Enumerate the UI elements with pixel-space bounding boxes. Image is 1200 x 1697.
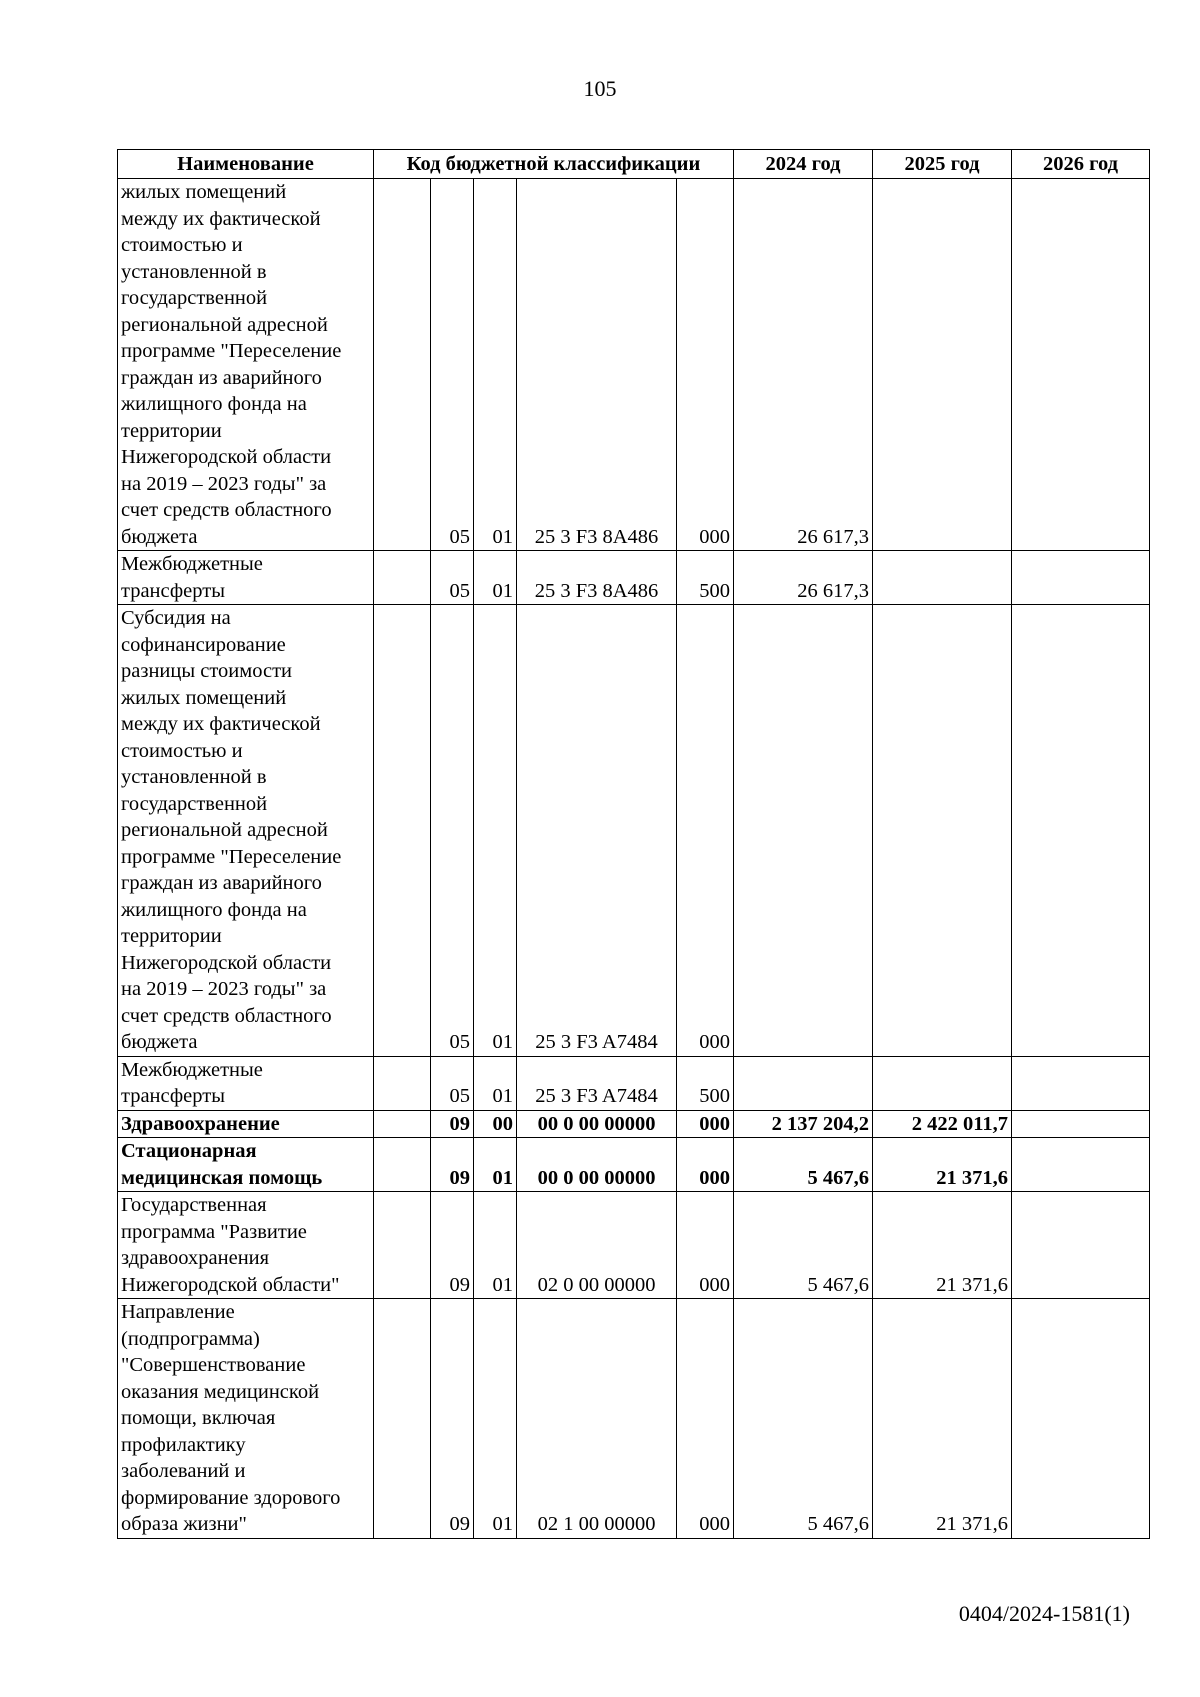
row-name-line: стоимостью и [121,234,243,256]
row-name-line: жилых помещений [121,181,287,203]
row-name-line: трансферты [121,579,225,602]
amount-2026 [1012,1138,1150,1192]
code-part-1 [374,1110,431,1138]
amount-2024 [734,551,873,605]
row-name-line: стоимостью и [121,739,243,762]
amount-2025 [873,1110,1012,1138]
code-target-article-value: 02 0 00 00000 [537,1273,656,1296]
code-part-1 [374,605,431,1057]
code-expense-type [677,1192,734,1299]
amount-2026 [1012,1299,1150,1539]
row-name-line: на 2019 – 2023 годы" за [121,978,327,1000]
amount-2024-value: 5 467,6 [807,1513,869,1535]
code-section [431,551,474,605]
code-expense-type [677,1299,734,1539]
row-name-line: Нижегородской области" [121,1273,340,1296]
code-subsection [474,1299,517,1539]
row-name-line: профилактику [121,1433,246,1456]
row-name-line: счет средств областного [121,1004,332,1027]
table-row [118,1192,1150,1299]
amount-2025 [873,1056,1012,1110]
amount-2024 [734,1299,873,1539]
row-name [118,1138,374,1192]
row-name-line: государственной [121,792,268,815]
header-name: Наименование [118,150,374,179]
row-name-line: "Совершенствование [121,1354,306,1376]
header-2025: 2025 год [873,150,1012,179]
code-expense-type-value: 000 [699,1273,730,1296]
amount-2024 [734,1192,873,1299]
amount-2024-value: 5 467,6 [807,1166,869,1189]
code-section [431,1138,474,1192]
code-section-value: 09 [449,1273,470,1296]
row-name-line: оказания медицинской [121,1380,320,1403]
amount-2026 [1012,179,1150,551]
code-expense-type-value: 500 [699,579,730,602]
table-row [118,605,1150,1057]
row-name-line: счет средств областного [121,499,332,521]
amount-2024 [734,1110,873,1138]
row-name [118,1110,374,1138]
row-name-line: программе "Переселение [121,340,342,362]
code-section-value: 09 [449,1166,470,1189]
code-expense-type-value: 000 [699,1166,730,1189]
code-target-article [517,1299,677,1539]
row-name-line: бюджета [121,1031,198,1053]
code-section-value: 05 [449,579,470,602]
amount-2024-value: 5 467,6 [807,1273,869,1296]
row-name-line: Направление [121,1301,235,1323]
code-expense-type-value: 000 [699,1513,730,1535]
row-name-line: Государственная [121,1194,267,1216]
code-target-article [517,605,677,1057]
row-name-line: территории [121,925,222,947]
table-row [118,1110,1150,1138]
amount-2026 [1012,605,1150,1057]
code-target-article [517,1192,677,1299]
amount-2026 [1012,1192,1150,1299]
amount-2025 [873,551,1012,605]
row-name-line: жилищного фонда на [121,898,307,921]
row-name-line: между их фактической [121,207,321,230]
amount-2024 [734,605,873,1057]
row-name-line: Нижегородской области [121,446,332,468]
amount-2024-value: 26 617,3 [797,525,869,548]
code-subsection-value: 01 [492,1273,513,1296]
code-section-value: 05 [449,525,470,548]
row-name-line: программа "Развитие [121,1220,307,1243]
amount-2024 [734,1056,873,1110]
row-name-line: заболеваний и [121,1460,246,1482]
row-name-line: медицинская помощь [121,1166,323,1189]
code-part-1 [374,179,431,551]
row-name-line: региональной адресной [121,819,328,841]
amount-2025-value: 21 371,6 [936,1273,1008,1296]
code-section [431,1056,474,1110]
row-name [118,1299,374,1539]
code-target-article-value: 25 3 F3 A7484 [535,1031,658,1053]
amount-2025 [873,605,1012,1057]
code-part-1 [374,551,431,605]
code-target-article-value: 00 0 00 00000 [537,1166,656,1189]
row-name-line: граждан из аварийного [121,366,322,389]
code-subsection [474,1056,517,1110]
amount-2026 [1012,1110,1150,1138]
row-name-line: помощи, включая [121,1407,276,1429]
row-name-line: установленной в [121,766,267,788]
amount-2026 [1012,551,1150,605]
amount-2024-value: 26 617,3 [797,579,869,602]
code-expense-type [677,1056,734,1110]
row-name-line: образа жизни" [121,1513,247,1535]
code-target-article-value: 00 0 00 00000 [537,1112,656,1135]
code-part-1 [374,1192,431,1299]
amount-2024 [734,179,873,551]
code-expense-type-value: 500 [699,1085,730,1107]
code-section-value: 09 [449,1513,470,1535]
code-expense-type-value: 000 [699,525,730,548]
table-row [118,1138,1150,1192]
row-name-line: разницы стоимости [121,660,293,682]
code-subsection-value: 01 [492,579,513,602]
table-row [118,551,1150,605]
row-name-line: Межбюджетные [121,1058,263,1081]
code-subsection-value: 01 [492,1085,513,1107]
row-name-line: (подпрограмма) [121,1327,260,1350]
code-expense-type [677,605,734,1057]
row-name-line: жилищного фонда на [121,393,307,415]
amount-2025 [873,179,1012,551]
code-section [431,1110,474,1138]
row-name [118,179,374,551]
code-target-article [517,551,677,605]
amount-2025-value: 21 371,6 [936,1513,1008,1535]
table-row [118,1056,1150,1110]
code-subsection [474,1138,517,1192]
row-name [118,551,374,605]
amount-2025-value: 21 371,6 [936,1166,1008,1189]
row-name-line: программе "Переселение [121,845,342,868]
code-part-1 [374,1138,431,1192]
table-header-row [118,150,1150,179]
code-subsection-value: 01 [492,1166,513,1189]
row-name-line: жилых помещений [121,686,287,709]
code-expense-type-value: 000 [699,1031,730,1053]
code-section [431,179,474,551]
amount-2026 [1012,1056,1150,1110]
amount-2025 [873,1138,1012,1192]
code-section [431,1299,474,1539]
code-expense-type [677,551,734,605]
code-target-article-value: 02 1 00 00000 [537,1513,656,1535]
row-name [118,1192,374,1299]
document-id: 0404/2024-1581(1) [958,1601,1130,1626]
table-row [118,1299,1150,1539]
code-section [431,605,474,1057]
row-name-line: региональной адресной [121,313,328,336]
code-target-article [517,1056,677,1110]
row-name-line: Субсидия на [121,607,231,629]
row-name-line: Межбюджетные [121,553,263,575]
row-name-line: трансферты [121,1085,225,1107]
row-name-line: софинансирование [121,633,286,656]
row-name-line: граждан из аварийного [121,872,322,894]
page-number: 105 [583,76,617,101]
code-subsection [474,179,517,551]
row-name-line: Нижегородской области [121,951,332,974]
table-row [118,179,1150,551]
header-2026: 2026 год [1012,150,1150,179]
amount-2025-value: 2 422 011,7 [911,1112,1008,1135]
code-section-value: 09 [449,1112,470,1135]
code-subsection-value: 00 [492,1112,513,1135]
row-name-line: на 2019 – 2023 годы" за [121,472,327,495]
code-subsection [474,551,517,605]
row-name [118,605,374,1057]
code-target-article [517,1110,677,1138]
header-2024: 2024 год [734,150,873,179]
code-section-value: 05 [449,1085,470,1107]
row-name-line: бюджета [121,525,198,548]
row-name-line: государственной [121,287,268,309]
code-expense-type [677,179,734,551]
row-name-line: Здравоохранение [121,1112,280,1135]
code-subsection [474,1110,517,1138]
header-code: Код бюджетной классификации [374,150,734,179]
code-target-article-value: 25 3 F3 8A486 [534,579,659,602]
row-name-line: формирование здорового [121,1486,341,1509]
code-subsection [474,1192,517,1299]
code-target-article [517,1138,677,1192]
row-name-line: Стационарная [121,1140,257,1162]
code-expense-type [677,1138,734,1192]
code-part-1 [374,1299,431,1539]
code-subsection-value: 01 [492,1031,513,1053]
code-subsection-value: 01 [492,525,513,548]
code-section [431,1192,474,1299]
row-name-line: здравоохранения [121,1247,270,1269]
code-subsection-value: 01 [492,1513,513,1535]
code-subsection [474,605,517,1057]
amount-2024 [734,1138,873,1192]
code-part-1 [374,1056,431,1110]
code-expense-type [677,1110,734,1138]
code-target-article-value: 25 3 F3 A7484 [535,1085,658,1107]
row-name [118,1056,374,1110]
amount-2025 [873,1299,1012,1539]
amount-2024-value: 2 137 204,2 [771,1112,869,1135]
code-section-value: 05 [449,1031,470,1053]
amount-2025 [873,1192,1012,1299]
row-name-line: установленной в [121,260,267,283]
budget-table [117,149,1150,1539]
code-target-article [517,179,677,551]
code-expense-type-value: 000 [699,1112,730,1135]
row-name-line: территории [121,419,222,442]
row-name-line: между их фактической [121,713,321,735]
code-target-article-value: 25 3 F3 8A486 [534,525,659,548]
table-body [118,179,1150,1539]
